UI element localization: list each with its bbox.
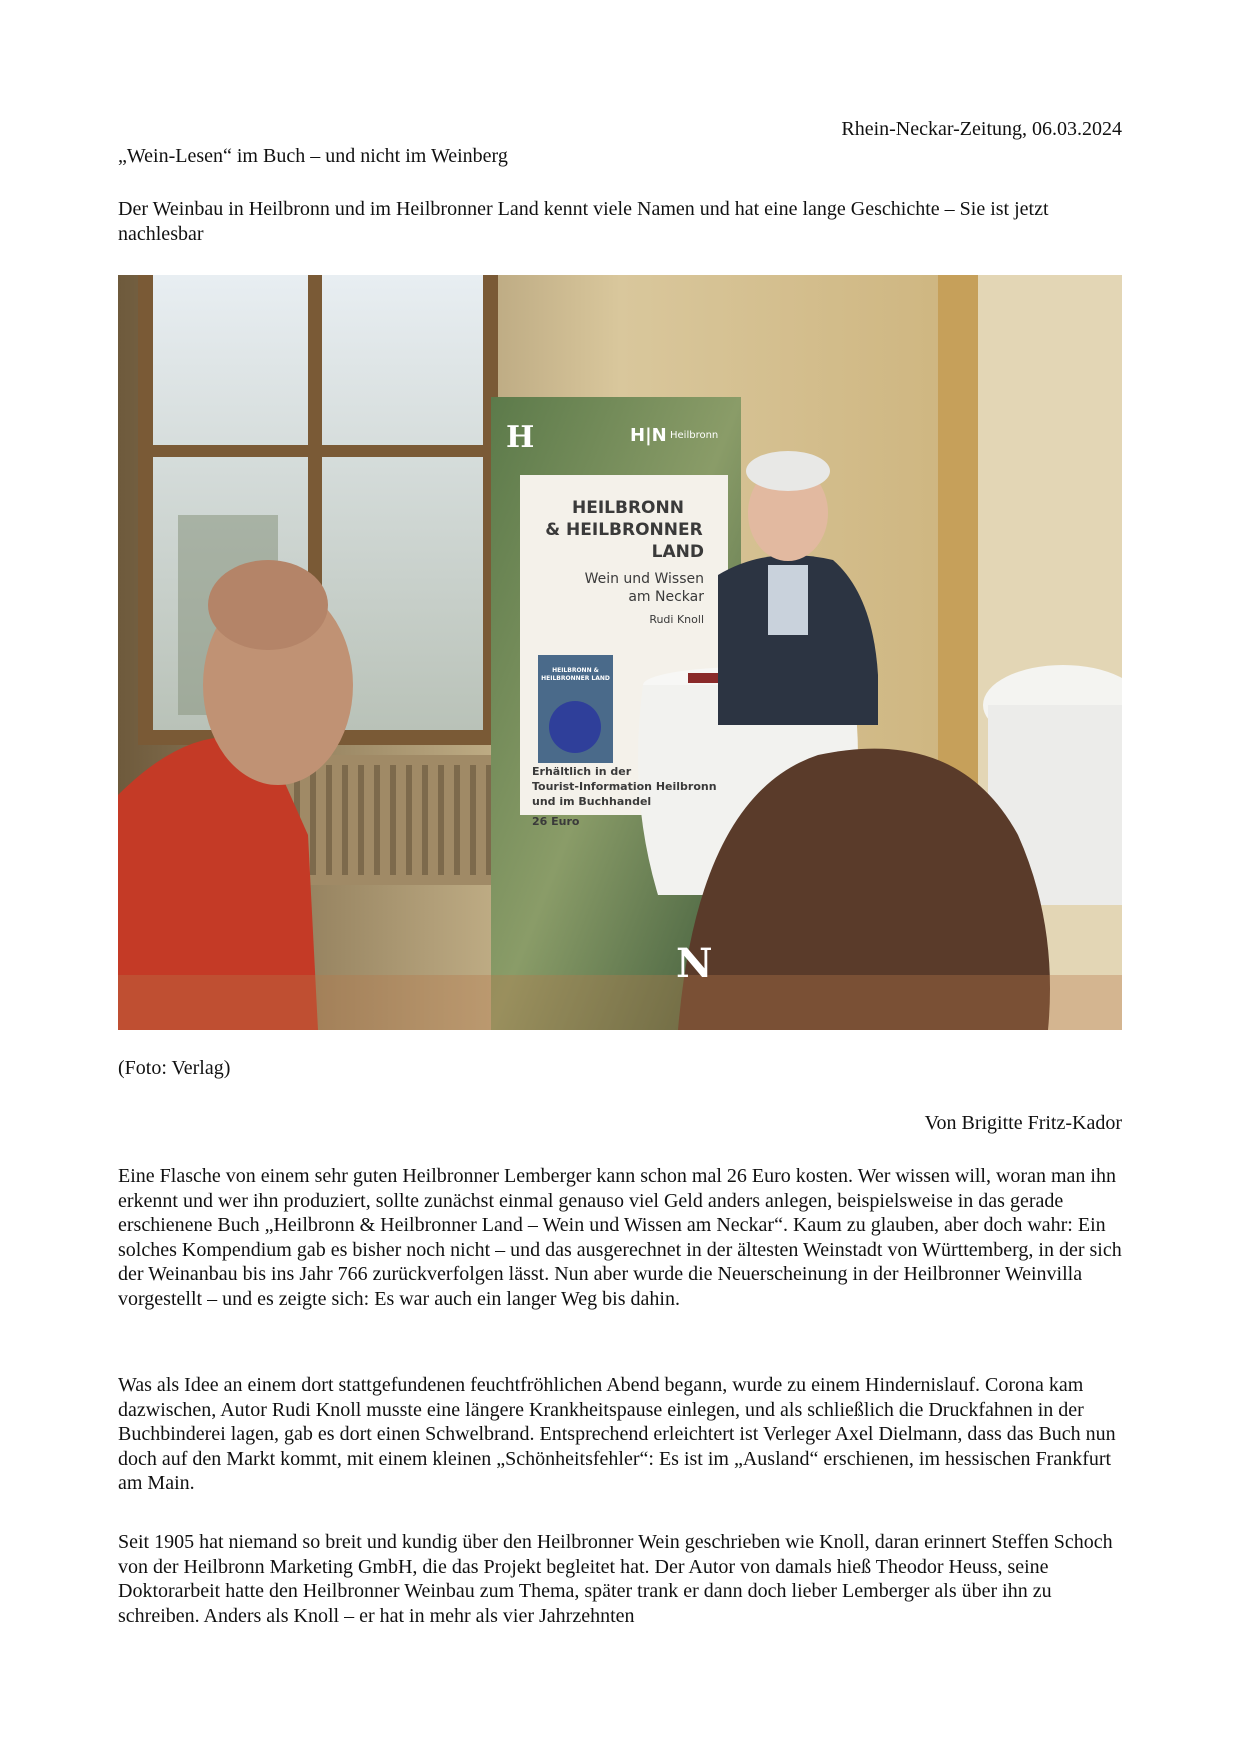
banner-price: 26 Euro (532, 815, 580, 828)
source-line: Rhein-Neckar-Zeitung, 06.03.2024 (841, 118, 1122, 140)
book-cover-title-2: HEILBRONNER LAND (541, 675, 610, 682)
headline: „Wein-Lesen“ im Buch – und nicht im Weinberg (118, 145, 508, 167)
paragraph-2: Was als Idee an einem dort stattgefundenen feuchtfröhlichen Abend begann, wurde zu einem Hindernislauf. Corona kam dazwischen, Autor Rudi Knoll musste eine längere Krankheitspause einlegen, und als schließlich die Druckfahnen in der Buchbinderei lagen, gab es dort einen Schwelbrand. Entsprechend erleichtert ist Verleger Axel Dielmann, dass das Buch nun doch auf den Markt kommt, mit einem kleinen „Schönheitsfehler“: Es ist im „Ausland“ erschienen, im hessischen Frankfurt am Main. (118, 1374, 1116, 1494)
banner-author: Rudi Knoll (649, 613, 704, 626)
banner-subtitle-2: am Neckar (628, 589, 704, 605)
subheadline: Der Weinbau in Heilbronn und im Heilbronner Land kennt viele Namen und hat eine lange Geschichte – Sie ist jetzt nachlesbar (118, 198, 1049, 245)
photo-illustration (118, 275, 1122, 1030)
banner-logo-left: H (506, 420, 535, 455)
banner-title-2: & HEILBRONNER (545, 520, 703, 540)
paragraph-1: Eine Flasche von einem sehr guten Heilbronner Lemberger kann schon mal 26 Euro kosten. Wer wissen will, woran man ihn erkennt und wer ihn produziert, sollte zunächst einmal genauso viel Geld anders anlegen, beispielsweise in das gerade erschienene Buch „Heilbronn & Heilbronner Land – Wein und Wissen am Neckar“. Kaum zu glauben, aber doch wahr: Ein solches Kompendium gab es bisher noch nicht – und das ausgerechnet in der ältesten Weinstadt von Württemberg, in der sich der Weinanbau bis ins Jahr 766 zurückverfolgen lässt. Nun aber wurde die Neuerscheinung in der Heilbronner Weinvilla vorgestellt – und es zeigte sich: Es war auch ein langer Weg bis dahin. (118, 1165, 1122, 1310)
banner-logo-city: Heilbronn (670, 430, 719, 441)
banner-logo-right: H|N (630, 425, 667, 446)
banner-title-1: HEILBRONN (572, 498, 684, 518)
banner-info-3: und im Buchhandel (532, 795, 652, 808)
banner-info-1: Erhältlich in der (532, 765, 632, 778)
author-byline: Von Brigitte Fritz-Kador (924, 1112, 1122, 1134)
paragraph-3: Seit 1905 hat niemand so breit und kundig über den Heilbronner Wein geschrieben wie Knoll, daran erinnert Steffen Schoch von der Heilbronn Marketing GmbH, die das Projekt begleitet hat. Der Autor von damals hieß Theodor Heuss, seine Doktorarbeit hatte den Heilbronner Weinbau zum Thema, später trank er dann doch lieber Lemberger als über ihn zu schreiben. Anders als Knoll – er hat in mehr als vier Jahrzehnten (118, 1531, 1113, 1627)
book-cover-title-1: HEILBRONN & (552, 667, 599, 674)
photo-caption: (Foto: Verlag) (118, 1057, 231, 1079)
banner-subtitle-1: Wein und Wissen (584, 571, 704, 587)
article-photo (118, 275, 1122, 1030)
banner-title-3: LAND (651, 542, 704, 562)
banner-bottom-logo: N (676, 940, 713, 987)
banner-info-2: Tourist-Information Heilbronn (532, 780, 717, 793)
